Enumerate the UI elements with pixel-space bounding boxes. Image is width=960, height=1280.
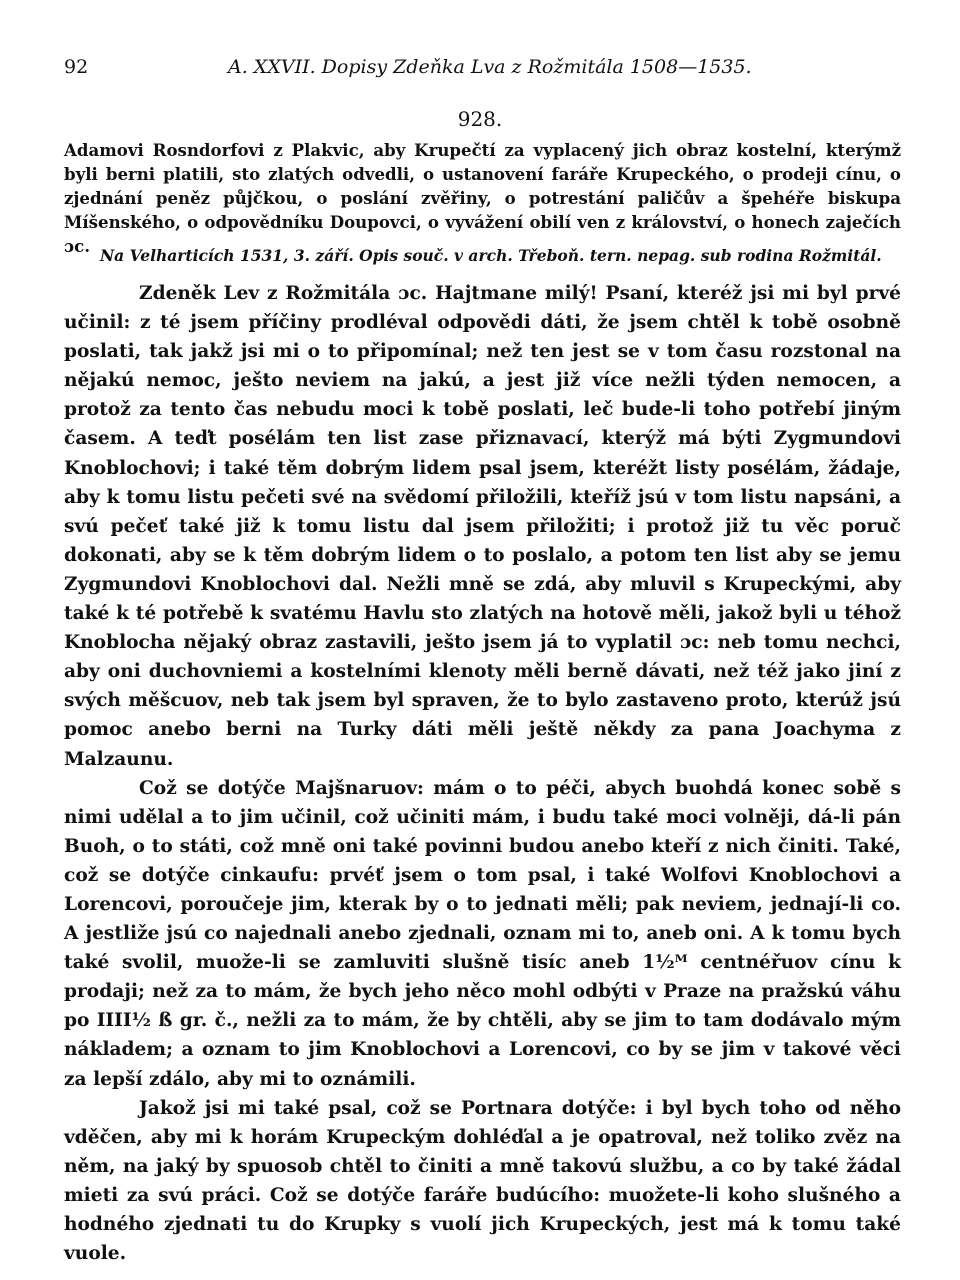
paragraph: Což se dotýče Majšnaruov: mám o to péči, abych buohdá konec sobě s nimi udělal a to jim učinil, což učiniti mám, i budu také moci volněji, dá-li pán Buoh, o to státi, což mně oni také povinni budou anebo kteří z nich činiti. Také, což se dotýče cinkaufu: prvéť jsem o tom psal, i také Wolfovi Knoblochovi a Lorencovi, poroučeje jim, kterak by o to jednati měli; pak neviem, jednají-li co. A jestliže jsú co najednali anebo zjednali, oznam mi to, aneb oni. A k tomu bych také svolil, muože-li se zamluviti slušně tisíc aneb 1½ᴹ centnéřuov cínu k prodaji; než za to mám, že bych jeho něco mohl odbýti v Praze na pražskú váhu po IIII½ ß gr. č., nežli za to mám, že by chtěli, aby se jim to tam dodávalo mým nákladem; a oznam to jim Knoblochovi a Lorencovi, co by se jim v takové věci za lepší zdálo, aby mi to oznámili. — [64, 777, 901, 1090]
page-header — [64, 56, 904, 86]
document-number: 928. — [457, 107, 503, 131]
paragraph: Jakož jsi mi také psal, což se Portnara dotýče: i byl bych toho od něho vděčen, aby mi k horám Krupeckým dohléďal a je opatroval, než toliko zvěz na něm, na jaký by spuosob chtěl to činiti a mně takovú službu, a co by také žádal mieti za svú práci. Což se dotýče faráře budúcího: muožete-li koho slušného a hodného zjednati tu do Krupky s vuolí jich Krupeckých, jest má k tomu také vuole. — [64, 1097, 901, 1265]
regest-summary: Adamovi Rosndorfovi z Plakvic, aby Krupečtí za vyplacený jich obraz kostelní, kterýmž byli berni platili, sto zlatých odvedli, o ustanovení faráře Krupeckého, o prodeji cínu, o zjednání peněz půjčkou, o poslání zvěřiny, o potrestání paličův a špehéře biskupa Míšenského, o odpovědníku Doupovci, o vyvážení obilí ven z království, o honech zaječích ɔc. — [64, 140, 901, 256]
page-number: 92 — [64, 56, 89, 78]
source-note: Na Velharticích 1531, 3. září. Opis souč. v arch. Třeboň. tern. nepag. sub rodina Rožmitál. — [100, 246, 882, 265]
letter-body — [64, 279, 901, 1268]
paragraph: Zdeněk Lev z Rožmitála ɔc. Hajtmane milý! Psaní, kteréž jsi mi byl prvé učinil: z té jsem příčiny prodléval odpovědi dáti, že jsem chtěl k tobě osobně poslati, tak jakž jsi mi o to připomínal; než ten jest se v tom času rozstonal na nějakú nemoc, ješto neviem na jakú, a jest již více nežli týden nemocen, a protož za tento čas nebudu moci k tobě poslati, leč bude-li toho potřebí jiným časem. A teďt posélám ten list zase přiznavací, kterýž má býti Zygmundovi Knoblochovi; i také těm dobrým lidem psal jsem, kteréžt listy posélám, žádaje, aby k tomu listu pečeti své na svědomí přiložili, kteříž jsú v tom listu napsáni, a svú pečeť také již k tomu listu dal jsem přiložiti; i protož již tu věc poruč dokonati, aby se k těm dobrým lidem o to poslalo, a potom ten list aby se jemu Zygmundovi Knoblochovi dal. Nežli mně se zdá, aby mluvil s Krupeckými, aby také k té potřebě k svatému Havlu sto zlatých na hotově měli, jakož byli u téhož Knoblocha nějaký obraz zastavili, ješto jsem já to vyplatil ɔc: neb tomu nechci, aby oni duchovniemi a kostelními klenoty měli berně dávati, než též jako jiní z svých měšcuov, neb tak jsem byl spraven, že to bylo zastaveno proto, kterúž jsú pomoc anebo berni na Turky dáti měli ještě někdy za pana Joachyma z Malzaunu. — [64, 283, 901, 770]
running-title: A. XXVII. Dopisy Zdeňka Lva z Rožmitála 1508—1535. — [228, 56, 752, 78]
